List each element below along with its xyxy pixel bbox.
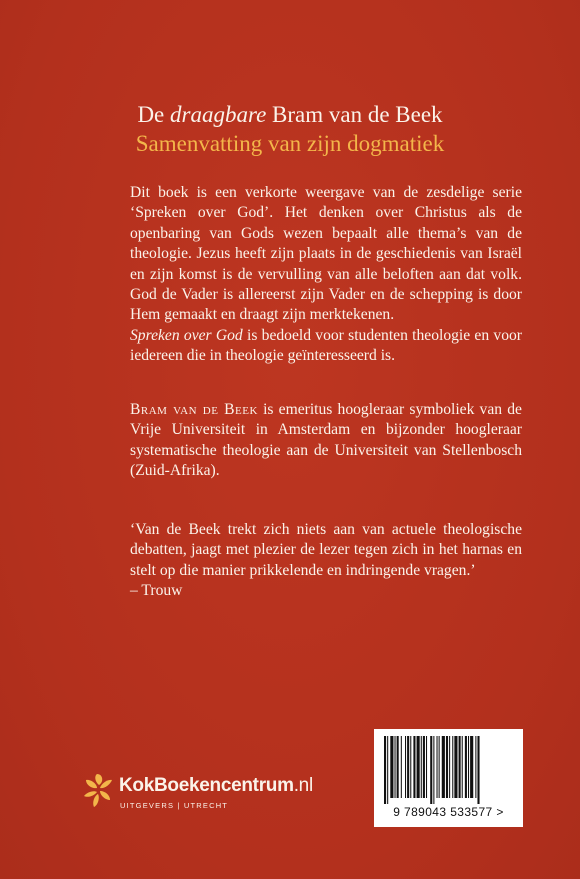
barcode-bar [397, 736, 399, 798]
barcode-bar [465, 736, 467, 798]
book-subtitle: Samenvatting van zijn dogmatiek [135, 131, 445, 156]
quote-source: – Trouw [130, 582, 183, 600]
barcode-bar [413, 736, 415, 798]
barcode-bar [395, 736, 396, 798]
blurb-paragraph: Dit boek is een verkorte weergave van de zesdelige serie ‘Spreken over God’. Het denken over Christus als de openbaring van Gods wezen bepaalt alle thema’s van de theologie. Jezus heeft zijn plaats in de geschiedenis van Israël en zijn komst is de vervulling van alle beloften aan dat volk. God de Vader is allereerst zijn Vader en de schepping is door Hem gemaakt en draagt zijn merktekenen. Spreken over God is bedoeld voor studenten theologie en voor iedereen die in theologie geïnteresseerd is. [130, 184, 522, 365]
barcode-bar [384, 736, 386, 804]
book-title-italic: draagbare [170, 102, 267, 127]
barcode-bar [417, 736, 420, 798]
barcode-bar [405, 736, 406, 798]
barcode-bar [407, 736, 409, 798]
barcode-bar [387, 736, 388, 804]
publisher-subline: UITGEVERS | UTRECHT [120, 801, 229, 810]
barcode-bar [421, 736, 422, 798]
publisher-name: KokBoekencentrum.nl [119, 775, 313, 796]
barcode-bar [442, 736, 445, 798]
barcode-bars [380, 736, 517, 804]
barcode-bar [401, 736, 402, 798]
review-quote: ‘Van de Beek trekt zich niets aan van actuele theologische debatten, jaagt met plezier de lezer tegen zich in het harnas en stelt op die manier prikkelende en indringende vragen.’ – Trouw [130, 520, 522, 602]
barcode-bar [423, 736, 425, 798]
barcode-bar [449, 736, 450, 798]
barcode-bar [430, 736, 432, 804]
author-bio: Bram van de Beek is emeritus hoogleraar symboliek van de Vrije Universiteit in Amsterdam en bijzonder hoogleraar systematische theologie aan de Universiteit van Stellenbosch (Zuid-Afrika). [130, 401, 522, 480]
author-name: Bram van de Beek [130, 401, 258, 418]
barcode-bar [452, 736, 453, 798]
barcode-bar [475, 736, 476, 798]
kok-star-logo-icon [82, 770, 116, 810]
barcode-bar [468, 736, 469, 798]
publisher-logo [82, 770, 332, 820]
barcode-bar [477, 736, 479, 804]
barcode-bar [437, 736, 438, 798]
barcode-bar [446, 736, 448, 798]
series-title: Spreken over God [130, 326, 243, 344]
barcode-bar [454, 736, 457, 798]
barcode-bar [459, 736, 461, 798]
book-title: De draagbare Bram van de Beek [137, 102, 443, 127]
barcode-bar [410, 736, 411, 798]
isbn-number: 9 789043 533577 > [393, 805, 504, 819]
isbn-barcode [374, 729, 523, 827]
barcode-bar [470, 736, 473, 798]
barcode-bar [439, 736, 440, 798]
barcode-bar [462, 736, 463, 798]
barcode-bar [390, 736, 393, 798]
barcode-bar [433, 736, 434, 804]
barcode-bar [426, 736, 427, 798]
